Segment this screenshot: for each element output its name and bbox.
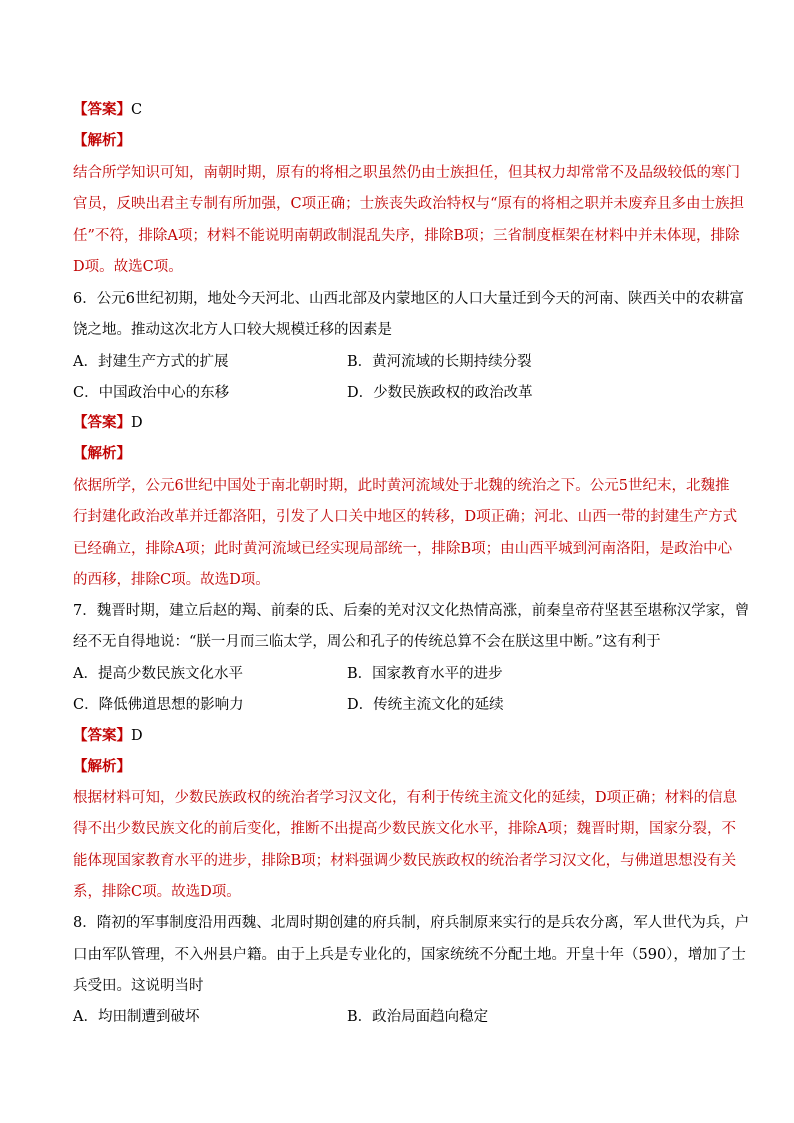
- q7-analysis-line: 系，排除C项。故选D项。: [73, 884, 241, 900]
- q6-analysis-line: 依据所学，公元6世纪中国处于南北朝时期，此时黄河流域处于北魏的统治之下。公元5世纪末，北魏推: [73, 478, 730, 494]
- q7-analysis-label: 【解析】: [73, 758, 131, 775]
- q8-stem-line: 兵受田。这说明当时: [73, 978, 204, 994]
- q7-analysis-line: 能体现国家教育水平的进步，排除B项；材料强调少数民族政权的统治者学习汉文化，与佛道思想没有关: [73, 853, 737, 869]
- q6-analysis-line: 的西移，排除C项。故选D项。: [73, 572, 270, 588]
- q6-option-b: B．黄河流域的长期持续分裂: [347, 354, 532, 370]
- answer-value: D: [131, 728, 143, 744]
- q5-analysis-line: 任”不符，排除A项；材料不能说明南朝政制混乱失序，排除B项；三省制度框架在材料中并未体现，排除: [73, 228, 740, 244]
- q6-answer-row: [73, 414, 723, 432]
- q6-option-c: C．中国政治中心的东移: [73, 385, 230, 401]
- q6-analysis-line: 已经确立，排除A项；此时黄河流域已经实现局部统一，排除B项；由山西平城到河南洛阳，是政治中心: [73, 541, 733, 557]
- q7-option-a: A．提高少数民族文化水平: [73, 666, 243, 682]
- q5-analysis-line: 官员，反映出君主专制有所加强，C项正确；士族丧失政治特权与“原有的将相之职并未废弃且多由士族担: [73, 196, 745, 212]
- answer-value: D: [131, 415, 143, 431]
- q5-answer-row: [73, 101, 723, 119]
- q6-stem-line: 6．公元6世纪初期，地处今天河北、山西北部及内蒙地区的人口大量迁到今天的河南、陕西关中的农耕富: [73, 291, 744, 307]
- q8-option-a: A．均田制遭到破坏: [73, 1009, 200, 1025]
- q8-stem-line: 8．隋初的军事制度沿用西魏、北周时期创建的府兵制，府兵制原来实行的是兵农分离，军人世代为兵，户: [73, 915, 750, 931]
- q7-option-b: B．国家教育水平的进步: [347, 666, 503, 682]
- q6-option-a: A．封建生产方式的扩展: [73, 354, 229, 370]
- q8-option-b: B．政治局面趋向稳定: [347, 1009, 489, 1025]
- q7-analysis-line: 得不出少数民族文化的前后变化，推断不出提高少数民族文化水平，排除A项；魏晋时期，国家分裂，不: [73, 821, 736, 837]
- q7-analysis-line: 根据材料可知，少数民族政权的统治者学习汉文化，有利于传统主流文化的延续，D项正确；材料的信息: [73, 790, 738, 806]
- q5-analysis-line: 结合所学知识可知，南朝时期，原有的将相之职虽然仍由士族担任，但其权力却常常不及品级较低的寒门: [73, 165, 740, 181]
- answer-value: C: [131, 102, 143, 118]
- q8-stem-line: 口由军队管理，不入州县户籍。由于上兵是专业化的，国家统统不分配土地。开皇十年（590），增加了士: [73, 947, 746, 963]
- q6-analysis-line: 行封建化政治改革并迁都洛阳，引发了人口关中地区的转移，D项正确；河北、山西一带的封建生产方式: [73, 509, 738, 525]
- q7-option-d: D．传统主流文化的延续: [347, 697, 504, 713]
- q7-answer-row: [73, 727, 723, 745]
- q7-stem-line: 经不无自得地说：“朕一月而三临太学，周公和孔子的传统总算不会在朕这里中断。”这有利于: [73, 634, 661, 650]
- q6-option-d: D．少数民族政权的政治改革: [347, 385, 533, 401]
- q5-analysis-label: 【解析】: [73, 132, 131, 149]
- q6-stem-line: 饶之地。推动这次北方人口较大规模迁移的因素是: [73, 322, 392, 338]
- answer-label: 【答案】: [73, 414, 131, 431]
- answer-label: 【答案】: [73, 101, 131, 118]
- answer-label: 【答案】: [73, 727, 131, 744]
- q7-stem-line: 7．魏晋时期，建立后赵的羯、前秦的氐、后秦的羌对汉文化热情高涨，前秦皇帝苻坚甚至堪称汉学家，曾: [73, 603, 750, 619]
- q7-option-c: C．降低佛道思想的影响力: [73, 697, 244, 713]
- q6-analysis-label: 【解析】: [73, 445, 131, 462]
- q5-analysis-line: D项。故选C项。: [73, 259, 183, 275]
